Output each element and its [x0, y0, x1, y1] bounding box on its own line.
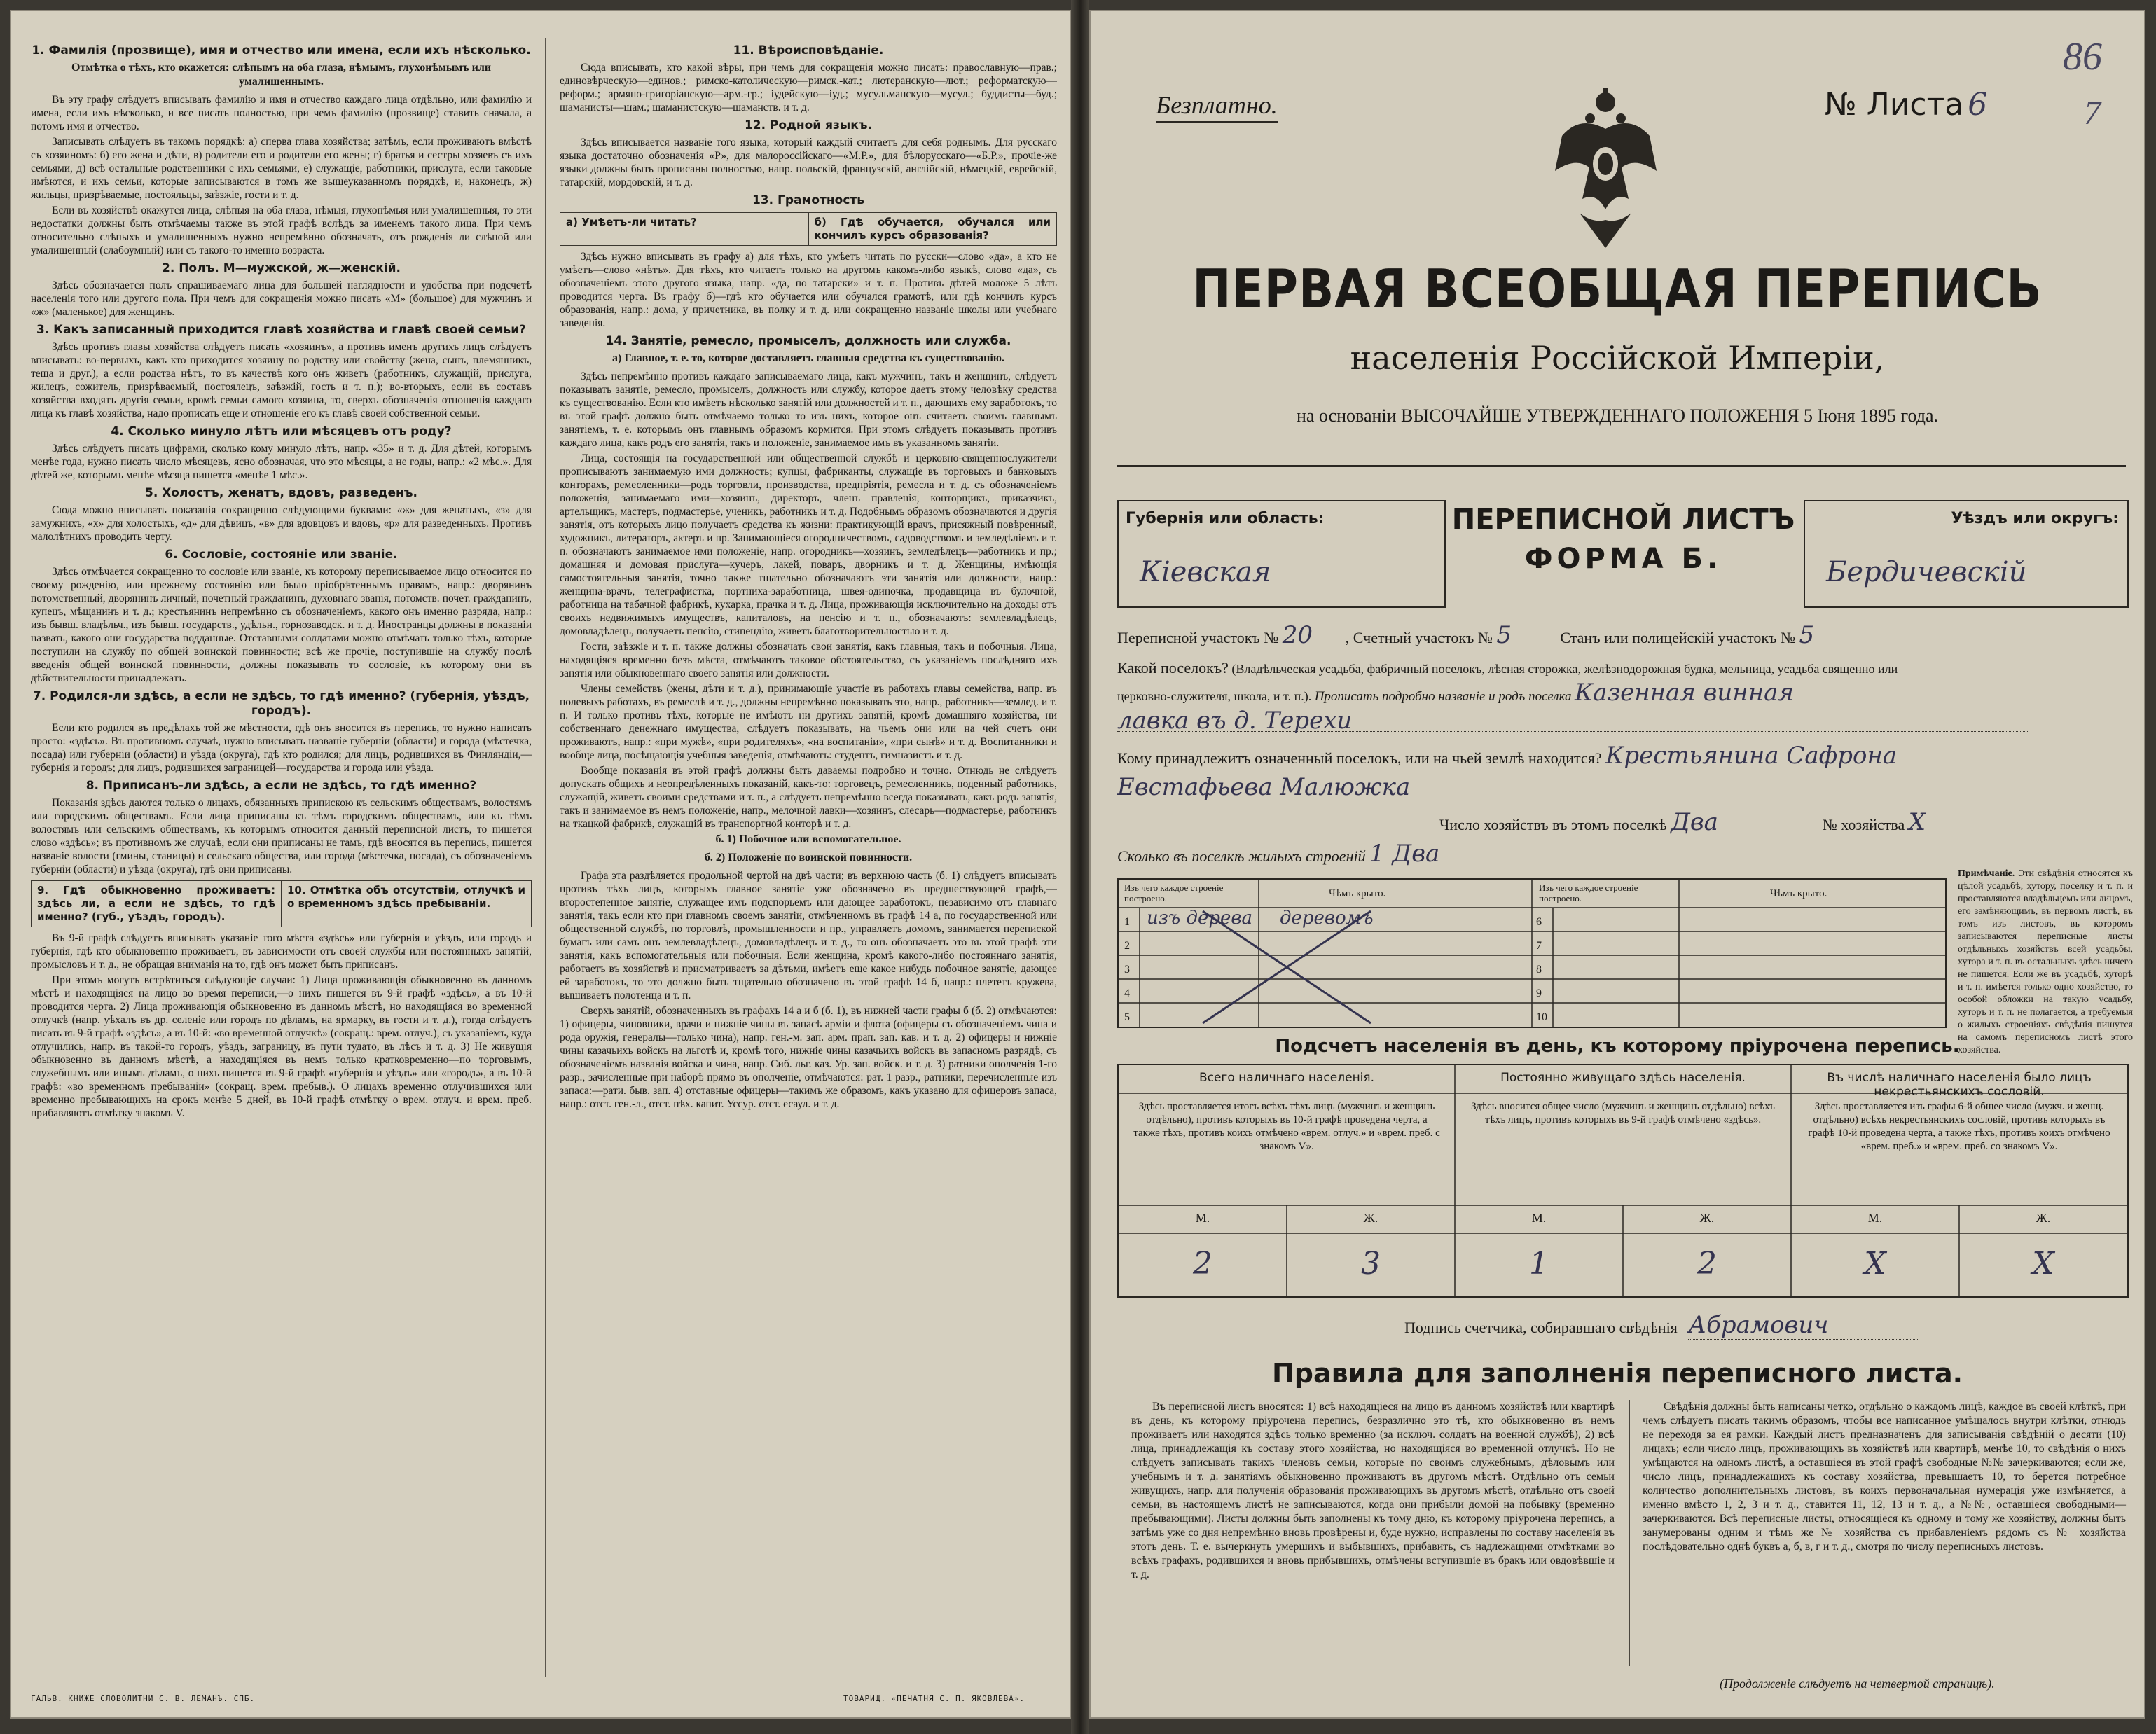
section-paragraph: Сюда можно вписывать показанія сокращенно слѣдующими буквами: «ж» для женатыхъ, «з» для замужнихъ, «х» для холостыхъ, «д» для дѣвицъ, «в» для вдовцовъ и вдовъ, «р» для разведенныхъ. Противъ малолѣтнихъ проводить черту. [31, 504, 532, 543]
settlement-instruction: Прописать подробно названіе и родъ поселка [1314, 689, 1572, 704]
stan-value: 5 [1799, 625, 1855, 646]
section-paragraph: Здѣсь вписывается названіе того языка, который каждый считаетъ для себя роднымъ. Для русскаго языка достаточно обозначенія «Р», для малороссійскаго—«М.Р.», для бѣлорусскаго—«Б.Р.», прочіе-же языки должны быть прописаны полностью, напр. польскій, французскій, англійскій, нѣмецкій, еврейскій, татарскій, мордовскій, и т. д. [560, 137, 1057, 188]
tally-col-desc: Здѣсь проставляется итогъ всѣхъ тѣхъ лицъ (мужчинъ и женщинъ отдѣльно), противъ которыхъ въ 10-й графѣ проведена черта, а также тѣхъ, противъ коихъ отмѣчено «врем. отлуч.» и «врем. преб. с знакомъ V». [1133, 1101, 1440, 1152]
box-9-label: 9. Гдѣ обыкновенно проживаетъ: здѣсь ли, а если не здѣсь, то гдѣ именно? (губ., уѣздъ, городъ). [37, 884, 275, 923]
tally-title: Подсчетъ населенія въ день, къ которому пріурочена перепись. [1275, 1036, 1960, 1057]
counting-district-label: , Счетный участокъ № [1345, 629, 1493, 646]
grid-row-numbers-right [1536, 910, 1547, 1029]
column-divider [545, 38, 546, 1677]
form-title-line1: ПЕРЕПИСНОЙ ЛИСТЪ [1451, 504, 1795, 536]
rules-right [1643, 1400, 2126, 1554]
census-district-label: Переписной участокъ № [1117, 629, 1279, 646]
grid-row-number: 8 [1536, 964, 1542, 976]
census-subtitle: населенія Россійской Имперіи, [1350, 339, 1885, 377]
buildings-grid [1117, 878, 1947, 1028]
printer-footer-right: ТОВАРИЩ. «ПЕЧАТНЯ С. П. ЯКОВЛЕВА». [843, 1694, 1025, 1703]
left-column-b [560, 39, 1057, 1671]
census-district-value: 20 [1283, 625, 1346, 646]
tally-col-head: Постоянно живущаго здѣсь населенія. [1500, 1071, 1746, 1085]
archive-page-number: 86 [2063, 35, 2102, 78]
tally-table [1117, 1064, 2129, 1298]
owner-line2 [1117, 773, 2126, 801]
households-value: Два [1671, 812, 1811, 833]
imperial-eagle-emblem [1552, 87, 1660, 255]
continuation-note: (Продолженіе слѣдуетъ на четвертой страницѣ). [1720, 1677, 1995, 1691]
book-gutter [1071, 0, 1089, 1734]
owner-value: Крестьянина Сафрона [1605, 742, 1898, 770]
census-main-title: ПЕРВАЯ ВСЕОБЩАЯ ПЕРЕПИСЬ [1192, 258, 2043, 320]
rules-left-text: Въ переписной листъ вносятся: 1) всѣ находящіеся на лицо въ данномъ хозяйствѣ или квартирѣ въ день, къ которому пріурочена перепись, безразлично это тѣ, кто обыкновенно въ немъ проживаетъ или находятся здѣсь только временно (за исключ. солдатъ на военной службѣ), 2) всѣ лица, принадлежащія къ составу этого хозяйства, но находящіяся во временной отлучкѣ. Но не слѣдуетъ записывать такихъ членовъ семьи, которые по своимъ служебнымъ, дѣловымъ или учебнымъ и т. д. занятіямъ обыкновенно проживаютъ въ другомъ мѣстѣ. Отдѣльно отъ семьи живущихъ, напр. для полученія образованія проживающихъ въ другомъ мѣстѣ, отдѣльно отъ своей семьи, въ настоящемъ листѣ не записываются, когда они прибыли домой на побывку (временно пребывающими). Листы должны быть заполнены къ тому дню, къ которому пріурочена перепись, а затѣмъ уже со дня непремѣнно вновь провѣрены и, буде нужно, исправлены по составу населенія въ этотъ день. Т. е. вычеркнуть умершихъ и выбывшихъ, прибавить, съ надлежащими отмѣтками во всѣхъ графахъ, родившихся и вновь прибывшихъ, отмѣчены вступившіе въ бракъ или овдовѣвшіе и т. д. [1131, 1401, 1615, 1581]
stan-label: Станъ или полицейскій участокъ № [1560, 629, 1795, 646]
grid-row-number: 9 [1536, 987, 1542, 999]
signature-line [1404, 1311, 1919, 1340]
grid-header-roof: Чѣмъ крыто. [1329, 888, 1386, 899]
settlement-line2 [1117, 679, 2126, 707]
section-title: 2. Полъ. М—мужской, ж—женскій. [161, 261, 401, 275]
grid-row-number: 1 [1124, 916, 1130, 928]
section-subtitle: Отмѣтка о тѣхъ, кто окажется: слѣпымъ на оба глаза, нѣмымъ, глухонѣмымъ или умалишеннымъ. [71, 62, 492, 88]
grid-row1-roof: деревомъ [1280, 908, 1374, 929]
tally-m-label: М. [1531, 1211, 1547, 1225]
household-no-value: Х [1909, 812, 1993, 833]
grid-row-number: 7 [1536, 940, 1542, 952]
grid-row1-material: изъ дерева [1147, 908, 1253, 929]
buildings-label: Сколько въ поселкѣ жилыхъ строеній [1117, 847, 1366, 865]
note-title: Примѣчаніе. [1958, 868, 2015, 879]
free-label: Безплатно. [1156, 90, 1278, 123]
settlement-value-2: лавка въ д. Терехи [1117, 710, 2028, 732]
section-subtitle: а) Главное, т. е. то, которое доставляетъ главныя средства къ существованію. [612, 352, 1004, 364]
section-paragraph: Въ 9-й графѣ слѣдуетъ вписывать указаніе того мѣста «здѣсь» или губернія и уѣздъ, или городъ и губернія, гдѣ кто обыкновенно проживаетъ, въ зависимости отъ своей службы или постоянныхъ занятій, промысловъ и т. д., не обращая вниманія на то, гдѣ онъ может быть приписанъ. [31, 932, 532, 971]
counting-district-value: 5 [1496, 625, 1552, 646]
gubernia-label: Губернія или область: [1126, 510, 1325, 527]
section-paragraph: Здѣсь отмѣчается сокращенно то сословіе или званіе, къ которому переписываемое лицо относится по своему рожденію, или прежнему состоянію или было пріобрѣтеннымъ правамъ, напр.: дворянинъ потомственный, дворянинъ личный, почетный гражданинъ, духовнаго званія, потомств. почет. гражданинъ, купецъ, мѣщанинъ и т. д.; крестьянинъ непремѣнно съ обозначеніемъ, какого онъ именно разряда, напр.: изъ бывш. владѣльч., изъ бывш. государств., удѣльн., горнозаводск. и т. д. Иностранцы должны в показаніи назвать, какого они государства подданные. Отставными солдатами можно отмѣчать только тѣхъ, которые поступили на службу по общей воинской повинности; всѣ же прочіе, поступившіе на службу послѣ введенія общей воинской повинности, должны показывать то сословіе, къ которому они въ дѣйствительности принадлежатъ. [31, 566, 532, 684]
tally-m-value: 1 [1529, 1246, 1549, 1282]
rule-top [1117, 465, 2126, 467]
note-block [1958, 868, 2133, 1057]
section-title: 3. Какъ записанный приходится главѣ хозяйства и главѣ своей семьи? [36, 323, 527, 337]
section-title: 12. Родной языкъ. [744, 118, 873, 132]
gubernia-box [1117, 500, 1446, 608]
owner-label: Кому принадлежитъ означенный поселокъ, или на чьей землѣ находится? [1117, 749, 1602, 767]
grid-row-number: 6 [1536, 916, 1542, 928]
section-title: 14. Занятіе, ремесло, промыселъ, должность или служба. [605, 334, 1011, 348]
section-paragraph: Записывать слѣдуетъ въ такомъ порядкѣ: а) сперва глава хозяйства; затѣмъ, если проживаютъ вмѣстѣ съ хозяиномъ: б) его жена и дѣти, в) родители его и родители его жены; г) братья и сестры хозяевъ съ ихъ семьями, д) всѣ остальные родственники с ихъ семьями, е) служащіе, работники, прислуга, если таковые имѣются, и ихъ семьи, которые записываются в томъ же вышеуказанномъ порядкѣ, и, наконецъ, ж) жильцы, призрѣваемые, постояльцы, заѣзжіе, гости и т. д. [31, 136, 532, 201]
uezd-box [1804, 500, 2129, 608]
section-title: 11. Вѣроисповѣданіе. [733, 43, 884, 57]
section-paragraph: Здѣсь непремѣнно противъ каждаго записываемаго лица, какъ мужчинъ, такъ и женщинъ, слѣдуетъ показывать занятіе, ремесло, промыселъ, должность или службу, которое даетъ этому человѣку средства къ существованію. Если кто имѣетъ нѣсколько занятій или должностей и т. п., дающихъ ему заработокъ, то въ этой графѣ должно быть отмѣчаемо только то изъ нихъ, которое онъ считаетъ своимъ главнымъ занятіемъ, т. е. которымъ онъ главнымъ образомъ кормится. При этомъ слѣдуетъ показывать противъ каждаго лица, какъ родъ его занятія, такъ и положеніе, занимаемое имъ въ указанномъ занятіи. [560, 370, 1057, 449]
section-paragraph: При этомъ могутъ встрѣтиться слѣдующіе случаи: 1) Лица проживающія обыкновенно въ данномъ мѣстѣ и находящіяся на лицо во время переписи,—о нихъ пишется въ 9-й графѣ «здѣсь», а въ 10-й проводится черта. 2) Лица проживающія обыкновенно въ данномъ мѣстѣ, но находящіяся во временной отлучкѣ (напр. уѣхалъ въ др. селеніе или городъ по дѣламъ, на ярмарку, въ гости и т. д.), тогда слѣдуетъ писать въ 9-й графѣ «здѣсь», а въ 10-й: «во временной отлучкѣ» (сокращ.: врем. отлуч.), съ указаніемъ, куда отлучились, напр. въ такой-то городъ, уѣздъ, заграницу, въ пути тудаᴛо, въ лѣсъ и т. д. 3) Не живущія обыкновенно въ данномъ мѣстѣ, а находящіяся въ немъ только кратковременно—по торговымъ, служебнымъ или инымъ дѣламъ, о нихъ пишется въ 9-й графѣ «губернія и уѣздъ» или «городъ», а въ 10-й графѣ: «во временномъ пребываніи» (сокращ. врем. пребыв.). О лицахъ временно отлучившихся или временно пребывающихъ на срокъ менѣе 5 дней, въ 10-й графѣ отмѣтку о врем. отлуч. и врем. преб. прибавляютъ отмѣтку знакомъ V. [31, 974, 532, 1119]
section-paragraph: Сверхъ занятій, обозначенныхъ въ графахъ 14 а и б (б. 1), въ нижней части графы б (б. 2) отмѣчаются: 1) офицеры, чиновники, врачи и нижніе чины въ запасѣ армiи и флота (офицеры съ обозначеніемъ чина и рода оружія, генералы—только чина), напр. ген.-м. зап. арм. прап. зап. кав. и т. д. 2) офицеры и нижніе чины казачьихъ войскъ на льготѣ и, кромѣ того, нижніе чины казачьихъ войскъ въ запасномъ разрядѣ, съ обозначеніемъ названія войска и чина, напр. Сиб. льг. каз. Ур. зап. войск. и т. д. 3) ратники ополченія 1-го разр., зачисленные при наборѣ прямо въ ополченіе, отмѣчаются: рат. 1 разр., ратники, перечисленные изъ запаса:—рати. быв. зап. 4) отставные офицеры—такимъ же образомъ, какъ указано для офицеровъ запаса, напр.: отст. ген.-л., отст. пѣх. капит. Уссур. отст. есаул. и т. д. [560, 1005, 1057, 1110]
tally-f-label: Ж. [2036, 1211, 2051, 1225]
settlement-label: Какой поселокъ? [1117, 659, 1229, 677]
left-page [10, 10, 1071, 1719]
tally-f-label: Ж. [1699, 1211, 1715, 1225]
section-title: 8. Приписанъ-ли здѣсь, а если не здѣсь, то гдѣ именно? [85, 779, 477, 793]
section-title: 5. Холостъ, женатъ, вдовъ, разведенъ. [145, 486, 417, 500]
section-paragraph: Графа эта раздѣляется продольной чертой на двѣ части; въ верхнюю часть (б. 1) слѣдуетъ вписывать противъ тѣхъ лицъ, которыхъ главное занятіе уже обозначено въ предшествующей графѣ,—второстепенное занятіе, служащее имъ подспорьемъ или дающее заработокъ, независимо отъ главнаго занятія, такъ если кто при главномъ своемъ занятіи, отмѣченномъ въ графѣ 14 а, по государственной или общественной службѣ, по торговлѣ, промышленности и пр., управляетъ домомъ, занимается перепиской бумагъ или самъ онъ землевладѣлецъ, домовладѣлецъ и т. д., то онъ обозначаетъ это въ этой графѣ эти занятія, какъ вспомогательныя или побочныя. Если женщина, кромѣ какого-либо постояннаго занятія, работаетъ въ хозяйствѣ и присматриваетъ за дѣтьми, имѣетъ еще какое нибудь побочное занятіе, дающее ей заработокъ, то это должно быть тщательно обозначено въ этой графѣ 14 б, напр.: плететъ кружева, вышиваетъ полотенца и т. п. [560, 870, 1057, 1001]
section-paragraph: Здѣсь слѣдуетъ писать цифрами, сколько кому минуло лѣтъ, напр. «35» и т. д. Для дѣтей, которымъ менѣе года, нужно писать число мѣсяцевъ, ясно обозначая, что это мѣсяцы, а не годы, напр.: «2 мѣс.». Для дѣтей же, которымъ менѣе мѣсяца пишется «менѣе 1 мѣс.». [31, 443, 532, 481]
section-paragraph: Гости, заѣзжіе и т. п. также должны обозначать свои занятія, какъ главныя, такъ и побочныя. Лица, находящіяся временно безъ мѣста, отмѣчаютъ таковое обстоятельство, съ указаніемъ послѣдняго ихъ занятія или обыкновеннаго своего занятія или должности. [560, 641, 1057, 679]
printer-footer-left: ГАЛЬВ. КНИЖЕ СЛОВОЛИТНИ С. В. ЛЕМАНЪ. СПБ. [31, 1694, 256, 1703]
section-title: 7. Родился-ли здѣсь, а если не здѣсь, то гдѣ именно? (губернія, уѣздъ, городъ). [32, 689, 530, 718]
sheet-number [1825, 87, 1987, 123]
district-line [1117, 621, 2126, 649]
section-paragraph: Здѣсь противъ главы хозяйства слѣдуетъ писать «хозяинъ», а противъ именъ другихъ лицъ слѣдуетъ вписывать: во-первыхъ, какъ кто приходится хозяину по родству или свойству (жена, сынъ, племянникъ, теща и друг.), а если родства нѣтъ, то въ качествѣ кого онъ живетъ (работникъ, служащій, прислуга, жилецъ, сожитель, призрѣваемый, постоялецъ, заѣзжій, гость и т. п.); во-вторыхъ, если въ составъ хозяйства входятъ другія семьи, кромѣ семьи самого хозяина, то, сверхъ обозначенія отношенія каждаго лица къ главѣ хозяйства, надо прописать еще и отношеніе его къ главѣ своей собственной семьи. [31, 341, 532, 419]
note-text: Эти свѣдѣнія относятся къ цѣлой усадьбѣ, хутору, поселку и т. п. и проставляются владѣльцемъ или лицомъ, его замѣняющимъ, въ первомъ листѣ, въ томъ изъ листовъ, въ которомъ записываются переписные листы отдѣльныхъ хозяйствъ всей усадьбы, хутора и т. п. въ остальныхъ здѣсь ничего не пишется. Если же въ усадьбѣ, хуторѣ и т. п. имѣется только одно хозяйство, то особой обложки на такую усадьбу, хуторъ и т. п. не полагается, а требуемыя о жилыхъ строеніяхъ свѣдѣнія пишутся на самомъ переписномъ листѣ этого хозяйства. [1958, 868, 2133, 1055]
settlement-value: Казенная винная [1574, 679, 1794, 707]
tally-m-label: М. [1867, 1211, 1883, 1225]
gubernia-value: Кiевская [1140, 556, 1271, 588]
box-13 [560, 212, 1057, 246]
rules-right-text: Свѣдѣнія должны быть написаны четко, отдѣльно о каждомъ лицѣ, каждое въ своей клѣткѣ, при чемъ слѣдуетъ писать такимъ образомъ, чтобы все написанное умѣщалось внутри клѣтки, отнюдь не переходя за ея рамки. Каждый листъ предназначенъ для записыванія свѣдѣній о десяти (10) лицахъ; если число лицъ, проживающихъ въ хозяйствѣ или квартирѣ, менѣе 10, то свѣдѣнія о нихъ умѣщаются на одномъ листѣ, а оставшіеся въ этой графѣ свободные №№ зачеркиваются; если же, число лицъ, принадлежащихъ къ составу хозяйства, превышаетъ 10, то берется потребное количество дополнительныхъ листовъ, въ коихъ первоначальная нумерація уже измѣняется, а именно вмѣсто 1, 2, 3 и т. д., ставится 11, 12, 13 и т. д., а №№, оставшіеся свободными—зачеркиваются. Всѣ переписные листы, относящіеся къ одному и тому же хозяйству, должны быть занумерованы одним и тѣмъ же № хозяйства съ прибавленіемъ рядомъ съ № хозяйства послѣдовательно однѣ буквъ а, б, в, г и т. д., смотря по числу переписныхъ листовъ. [1643, 1401, 2126, 1553]
sheet-number-value: 6 [1968, 87, 1988, 123]
tally-m-value: Х [1864, 1246, 1886, 1282]
section-title: 13. Грамотность [752, 193, 865, 207]
census-basis: на основаніи ВЫСОЧАЙШЕ УТВЕРЖДЕННАГО ПОЛОЖЕНІЯ 5 Іюня 1895 года. [1296, 405, 1939, 426]
section-paragraph: Здѣсь нужно вписывать въ графу а) для тѣхъ, кто умѣетъ читать по русски—слово «да», а кто не умѣетъ—слово «нѣтъ». Для тѣхъ, кто читаетъ только на другомъ какомъ-либо языкѣ, слово «да», съ обозначеніемъ этого другого языка, напр. «да, по татарски» и т. п. Противъ дѣтей моложе 5 лѣтъ проводится черта. Въ графу б)—гдѣ кто обучается или обучался грамотѣ, или гдѣ кончилъ курсъ образованія, напр.: дома, у причетника, въ полку и т. д. или сокращенно названіе школы или учебнаго заведенія. [560, 251, 1057, 329]
rules-left [1131, 1400, 1615, 1582]
tally-m-label: М. [1195, 1211, 1210, 1225]
tally-m-value: 2 [1193, 1246, 1212, 1282]
settlement-line [1117, 658, 2126, 679]
tally-col-desc: Здѣсь проставляется изъ графы 6-й общее число (мужч. и женщ. отдѣльно) всѣхъ некрестьянскихъ сословій, противъ которыхъ въ графѣ 10-й проведена черта, а также тѣхъ, противъ коихъ отмѣчено «врем. преб.» и «врем. преб. со знакомъ V». [1808, 1101, 2110, 1152]
section-paragraph: Лица, состоящія на государственной или общественной службѣ и церковно-священнослужители прописываютъ занимаемую ими должность; купцы, фабриканты, служащіе въ торговыхъ и банковыхъ конторахъ, ремесленники—родъ торговли, производства, предпріятія, ремесла и т. д. съ обозначеніемъ положенія, занимаемаго ими—хозяинъ, директоръ, членъ правленія, конторщикъ, приказчикъ, артельщикъ, мастеръ, подмастерье, ученикъ, работникъ и т. д. Подобнымъ образомъ обозначаются и другія занятія, отъ которыхъ лицо получаетъ средства къ жизни: практикующій врачъ, присяжный повѣренный, художникъ, литераторъ, актеръ и пр. Занимающіеся огородничествомъ, садоводствомъ и земледѣліемъ и т. п. обозначаютъ занимаемое ими положеніе, напр. огородникъ—хозяинъ, земледѣлецъ—работникъ и пр.; домашняя и домовая прислуга—кучеръ, лакей, поваръ, дворникъ и т. д. Женщины, имѣющія самостоятельныя занятія, точно также тщательно обозначаютъ эти занятія или должности, напр.: женщина-врачъ, телеграфистка, портниха-заработница, швея-одиночка, продавщица въ булочной, работница на табачной фабрикѣ, кухарка, прачка и т. д. Лица, проживающія исключительно на доходы отъ своихъ недвижимыхъ имуществъ, капиталовъ, на пенсію и т. п., обозначаютъ: землевладѣлецъ, домовладѣлецъ, получаетъ пенсію, стипендію, живетъ благотворительностью и т. д. [560, 452, 1057, 637]
owner-value-2: Евстафьева Малюжка [1117, 777, 2028, 798]
signature-value: Абрамович [1688, 1311, 1919, 1340]
section-title: 6. Сословіе, состояніе или званіе. [165, 548, 398, 562]
grid-header-material: Изъ чего каждое строеніе построено. [1124, 882, 1224, 903]
section-subtitle: б. 2) Положеніе по воинской повинности. [704, 852, 913, 863]
box-9-10 [31, 880, 532, 927]
grid-row-number: 2 [1124, 940, 1130, 952]
box-13a-label: а) Умѣетъ-ли читать? [566, 216, 697, 228]
tally-col-head: Всего наличнаго населенія. [1198, 1071, 1375, 1085]
form-title [1443, 501, 1804, 580]
tally-f-value: 3 [1361, 1246, 1381, 1282]
section-subtitle: б. 1) Побочное или вспомогательное. [715, 833, 901, 845]
households-line [1439, 808, 2126, 836]
section-paragraph: Въ эту графу слѣдуетъ вписывать фамилію и имя и отчество каждаго лица отдѣльно, или фамилію и имена, если ихъ нѣсколько, и все писать полностью, при чемъ фамилію (прозвище) ставить сначала, а потомъ имя и отчество. [31, 94, 532, 132]
signature-label: Подпись счетчика, собиравшаго свѣдѣнія [1404, 1319, 1678, 1336]
left-column-a [31, 39, 532, 1671]
section-title: 4. Сколько минуло лѣтъ или мѣсяцевъ отъ роду? [111, 424, 452, 438]
grid-row-number: 4 [1124, 987, 1130, 999]
buildings-value: 1 Два [1369, 840, 1440, 868]
box-13b-label: б) Гдѣ обучается, обучался или кончилъ курсъ образованія? [808, 213, 1057, 245]
tally-col-head: Въ числѣ наличнаго населенія было лицъ некрестьянскихъ сословій. [1827, 1071, 2092, 1099]
section-paragraph: Здѣсь обозначается полъ спрашиваемаго лица для большей наглядности и удобства при подсчетѣ населенія того или другого пола. При чемъ для сокращенія можно писать «М» (большое) для мужчинъ и «ж» (маленькое) для женщинъ. [31, 279, 532, 318]
section-paragraph: Показанія здѣсь даются только о лицахъ, обязанныхъ припискою къ сельскимъ обществамъ, волостямъ или городскимъ обществамъ. Если лица приписаны къ тѣмъ городскимъ обществамъ, или къ тѣмъ волостямъ или сельскимъ обществамъ, къ которымъ относится данный переписной листъ, то пишется слово «здѣсь»; въ противномъ же случаѣ, если они приписаны не тамъ, гдѣ вносятся въ перепись, пишется названіе волости (гмины, станицы) и сельскаго общества, или города (мѣстечка, посада), съ обозначеніемъ губерніи (области) и уѣзда (округа), гдѣ они приписаны. [31, 797, 532, 875]
buildings-line [1117, 840, 2126, 868]
section-paragraph: Если въ хозяйствѣ окажутся лица, слѣпыя на оба глаза, нѣмыя, глухонѣмыя или умалишенныя, то эти недостатки должны быть отмѣчаемы также въ этой графѣ вслѣдъ за именемъ такого лица. При чемъ относительно слѣпыхъ и умалишенныхъ нужно непремѣнно обозначать, отъ рожденія ли слѣпой или умалишенный (слабоумный) или съ такого-то именно возраста. [31, 204, 532, 256]
section-paragraph: Сюда вписывать, кто какой вѣры, при чемъ для сокращенія можно писать: православную—прав.; единовѣрческую—единов.; римско-католическую—римск.-кат.; лютеранскую—лют.; реформатскую—реформ.; армяно-григоріанскую—арм.-гр.; іудейскую—іуд.; мусульманскую—мусул.; буддисты—буд.; шаманисты—шам.; шаманистскую—шаманств. и т. д. [560, 62, 1057, 113]
owner-line [1117, 742, 2126, 770]
form-title-line2: ФОРМА Б. [1524, 543, 1722, 575]
settlement-line3 [1117, 707, 2126, 735]
sheet-number-label: № Листа [1825, 87, 1964, 123]
section-paragraph: Если кто родился въ предѣлахъ той же мѣстности, гдѣ онъ вносится въ перепись, то нужно написать просто: «здѣсь». Въ противномъ случаѣ, нужно вписывать названіе губерніи (области) и города (мѣстечка, посада) или губерніи (области) и уѣзда (округа), гдѣ кто родился; для лицъ, родившихся въ Финляндіи,—губернія и городъ; для лицъ, родившихся заграницей—государства и города или уѣзда. [31, 722, 532, 774]
grid-header-roof-2: Чѣмъ крыто. [1770, 888, 1827, 899]
household-no-label: № хозяйства [1822, 816, 1905, 833]
rules-divider [1629, 1400, 1630, 1666]
box-10-label: 10. Отмѣтка объ отсутствіи, отлучкѣ и о временномъ здѣсь пребываніи. [281, 881, 531, 927]
tally-f-value: 2 [1697, 1246, 1717, 1282]
uezd-label: Уѣздъ или округъ: [1951, 510, 2119, 527]
settlement-hint: (Владѣльческая усадьба, фабричный поселокъ, лѣсная сторожка, желѣзнодорожная будка, мельница, усадьба священно или [1231, 662, 1898, 676]
rules-title: Правила для заполненія переписного листа. [1271, 1358, 1963, 1389]
uezd-value: Бердичевскiй [1826, 556, 2027, 588]
grid-row-number: 10 [1536, 1011, 1547, 1023]
archive-page-subnumber: 7 [2084, 95, 2101, 132]
grid-row-numbers-left [1124, 910, 1130, 1029]
tally-f-label: Ж. [1363, 1211, 1378, 1225]
tally-f-value: Х [2032, 1246, 2054, 1282]
settlement-hint-2: церковно-служителя, школа, и т. п.). [1117, 689, 1312, 703]
households-label: Число хозяйствъ въ этомъ поселкѣ [1439, 816, 1667, 833]
section-title: 1. Фамилія (прозвище), имя и отчество или имена, если ихъ нѣсколько. [32, 43, 531, 57]
grid-row-number: 5 [1124, 1011, 1130, 1023]
grid-header-material-2: Изъ чего каждое строеніе построено. [1539, 882, 1638, 903]
grid-row-number: 3 [1124, 964, 1130, 976]
section-paragraph: Вообще показанія въ этой графѣ должны быть даваемы подробно и точно. Отнюдь не слѣдуетъ допускать общихъ и неопредѣленныхъ показаній, какъ-то: торговецъ, ремесленникъ, поденный работникъ, служащій, живетъ своими средствами и т. п., а слѣдуетъ непремѣнно всегда показывать, какъ родъ занятія, такъ и занимаемое въ немъ положеніе, напр., мелочной лавки—хозяинъ, слесарь—подмастерье, работникъ на ткацкой фабрикѣ, служащій въ транспортной конторѣ и т. д. [560, 765, 1057, 830]
right-page [1089, 10, 2145, 1719]
section-paragraph: Члены семействъ (жены, дѣти и т. д.), принимающіе участіе въ работахъ главы семейства, напр. въ полевыхъ работахъ, въ ремеслѣ и т. д., должны непремѣнно показывать это, напр., работникъ—землед. и т. п. И только противъ тѣхъ, которые не имѣютъ ни другихъ занятій, кромѣ домашняго хозяйства, ни собственнаго денежнаго имущества, слѣдуетъ показывать, на чьемъ они или на чей счетъ они проживаютъ, напр.: «при мужѣ», «при родителяхъ», «на воспитаніи», «при сынѣ» и т. д. Воспитанники и вообще лица, посѣщающія учебныя заведенія, отмѣчаютъ: студентъ, гимназистъ и т. д. [560, 683, 1057, 761]
tally-col-desc: Здѣсь вносится общее число (мужчинъ и женщинъ отдѣльно) всѣхъ тѣхъ лицъ, противъ которыхъ въ 9-й графѣ отмѣчено «здѣсь». [1471, 1101, 1775, 1125]
